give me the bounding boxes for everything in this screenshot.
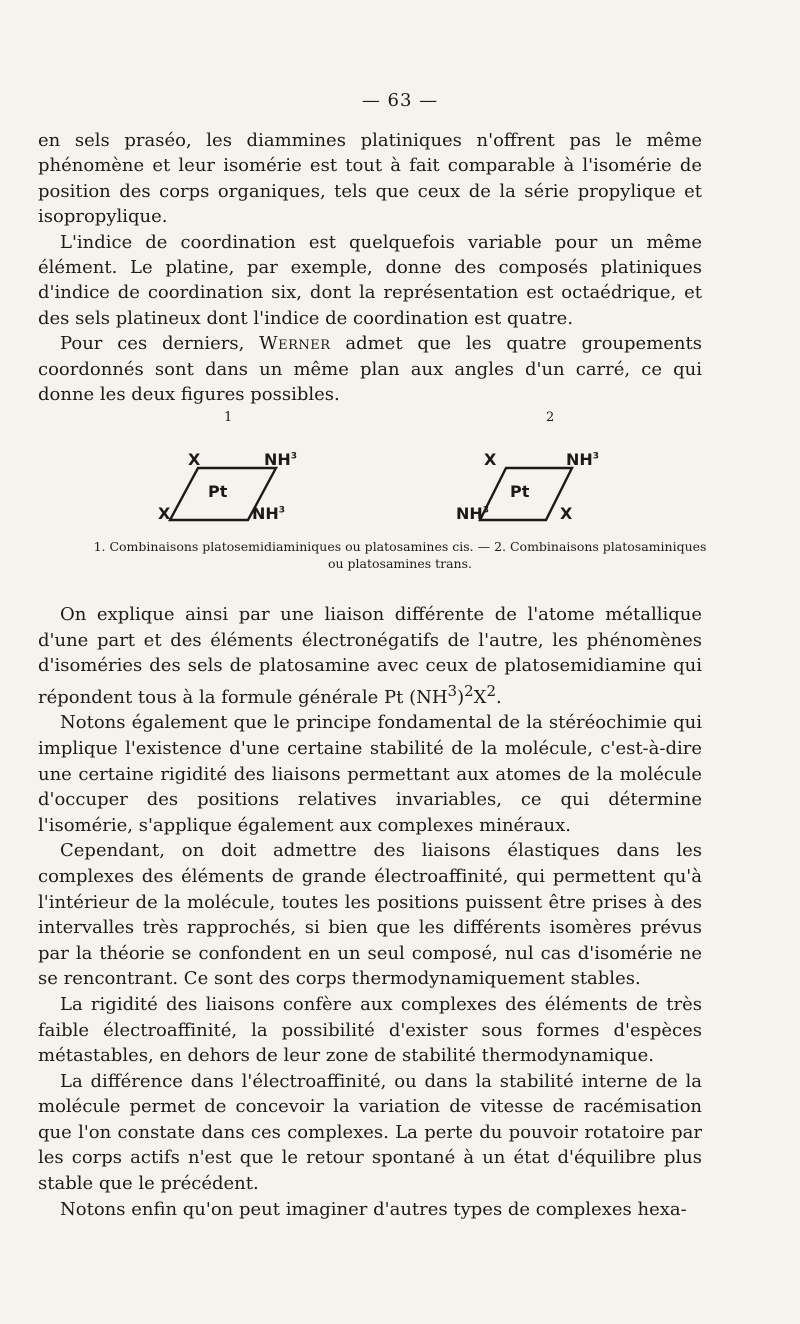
ligand-label: X — [560, 504, 573, 523]
ligand-label: X — [158, 504, 171, 523]
ligand-label — [252, 504, 285, 523]
paragraph: La différence dans l'électroaffinité, ou dans la stabilité interne de la molécule permet de concevoir la variation de vitesse de racémisation que l'on constate dans ces complexes. La perte du pouvoir rotatoire par les corps actifs n'est que le retour spontané à un état d'équilibre plus stable que le précédent. — [38, 1070, 702, 1195]
formula-text: ) — [457, 686, 465, 708]
figure-area — [0, 408, 800, 580]
formula-superscript: 3 — [447, 681, 458, 700]
metal-label: Pt — [208, 482, 228, 501]
paragraph: en sels praséo, les diammines platiniques n'offrent pas le même phénomène et leur isomérie est tout à fait comparable à l'isomérie de position des corps organiques, tels que ceux de la série propylique et isopropylique. — [38, 130, 702, 228]
formula-superscript: 2 — [464, 681, 474, 700]
ligand-label — [264, 450, 297, 469]
paragraph-formula — [38, 602, 702, 710]
paragraph: L'indice de coordination est quelquefois variable pour un même élément. Le platine, par exemple, donne des composés platiniques d'indice de coordination six, dont la représentation est octaédrique, et des sels platineux dont l'indice de coordination est quatre. — [38, 231, 702, 329]
paragraph-text: On explique ainsi par une liaison différente de l'atome métallique d'une part et des éléments électronégatifs de l'autre, les phénomènes d'isoméries des sels de platosamine avec ceux de platosemidiamine qui répondent tous à la formule générale Pt (NH — [38, 604, 702, 708]
metal-label: Pt — [510, 482, 530, 501]
ligand-text: NH — [264, 450, 291, 469]
ligand-subscript: 3 — [278, 505, 286, 516]
figure-number: 2 — [546, 410, 555, 425]
ligand-label — [456, 504, 489, 523]
ligand-label: X — [188, 450, 201, 469]
ligand-subscript: 3 — [482, 505, 490, 516]
ligand-subscript: 3 — [290, 451, 298, 462]
ligand-subscript: 3 — [592, 451, 600, 462]
formula-superscript: 2 — [486, 681, 497, 700]
text-block-top — [38, 128, 702, 407]
paragraph: Cependant, on doit admettre des liaisons élastiques dans les complexes des éléments de grande électroaffinité, qui permettent qu'à l'intérieur de la molécule, toutes les positions puissent être prises à des intervalles très rapprochés, si bien que les différents isomères prévus par la théorie se confondent en un seul composé, nul cas d'isomérie ne se rencontrant. Ce sont des corps thermodynamiquement stables. — [38, 840, 702, 990]
ligand-text: NH — [566, 450, 593, 469]
page-number: — 63 — — [361, 90, 439, 111]
ligand-label: X — [484, 450, 497, 469]
ligand-text: NH — [252, 504, 279, 523]
ligand-label — [566, 450, 599, 469]
text-block-bottom — [38, 602, 702, 1222]
paragraph: La rigidité des liaisons confère aux complexes des éléments de très faible électroaffinité, la possibilité d'exister sous formes d'espèces métastables, en dehors de leur zone de stabilité thermodynamique. — [38, 993, 702, 1067]
figure-number: 1 — [224, 410, 233, 425]
paragraph: Notons également que le principe fondamental de la stéréochimie qui implique l'existence d'une certaine stabilité de la molécule, c'est-à-dire une certaine rigidité des liaisons permettant aux atomes de la molécule d'occuper des positions relatives invariables, ce qui détermine l'isomérie, s'applique également aux complexes minéraux. — [38, 712, 702, 836]
paragraph-text: . — [496, 686, 502, 708]
author-name: Werner — [259, 333, 331, 355]
paragraph-text: admet que les quatre groupements coordonnés sont dans un même plan aux angles d'un carré, ce qui donne les deux figures possibles. — [38, 333, 702, 406]
caption-line: ou platosamines trans. — [328, 556, 472, 571]
ligand-text: NH — [456, 504, 483, 523]
figure-caption — [40, 538, 760, 572]
paragraph-werner — [38, 331, 702, 407]
paragraph: Notons enfin qu'on peut imaginer d'autres types de complexes hexa- — [60, 1198, 687, 1220]
formula-text: X — [473, 686, 487, 708]
paragraph-text: Pour ces derniers, — [60, 333, 260, 355]
caption-line: 1. Combinaisons platosemidiaminiques ou platosamines cis. — 2. Combinaisons platosaminiques — [93, 539, 707, 554]
